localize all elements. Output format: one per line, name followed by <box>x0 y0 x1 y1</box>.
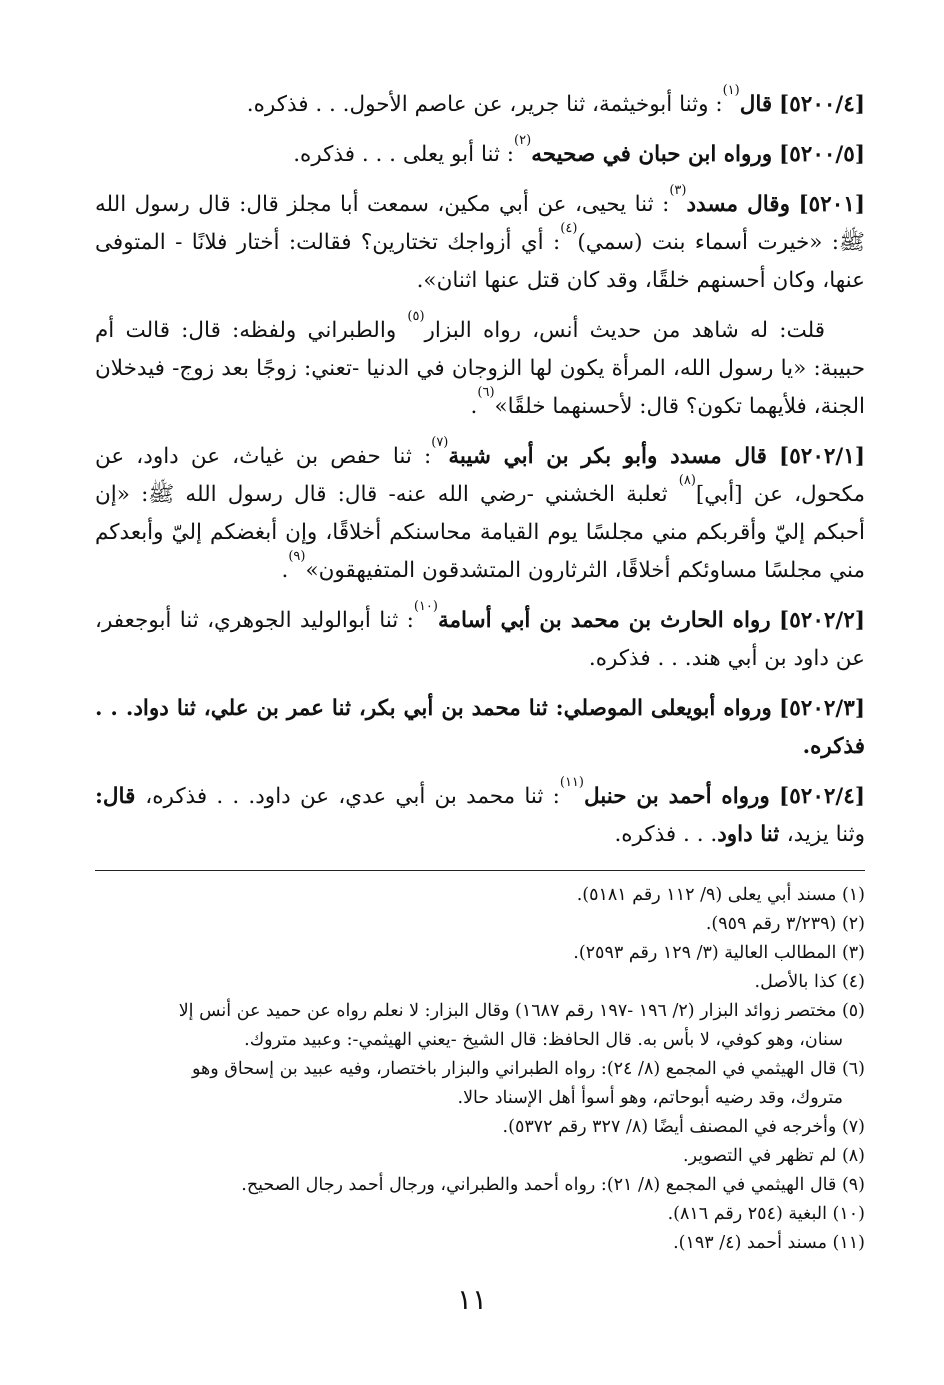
hadith-label: [٥٢٠٢/٤] <box>779 784 866 809</box>
footnote-ref[interactable]: (٨) <box>678 473 696 488</box>
footnote-text: قال الهيثمي في المجمع (٨/ ٢١): رواه أحمد والطبراني، ورجال أحمد رجال الصحيح. <box>241 1175 837 1195</box>
paragraph-5202-3 <box>95 690 865 766</box>
footnote-3 <box>95 939 865 968</box>
footnote-6 <box>95 1055 865 1113</box>
paragraph-5202-1 <box>95 435 866 590</box>
commentary-text-cont: والطبراني ولفظه: قال: قالت أم حبيبة: «يا رسول الله، المرأة يكون لها الزوجان في الدنيا -تعني: زوجًا بعد زوج- فيدخلان الجنة، فلأيهما تكون؟ قال: لأحسنهما خلقًا» <box>95 318 865 419</box>
hadith-label: [٥٢٠٠/٥] <box>779 142 865 167</box>
footnote-number: (٤) <box>841 972 865 992</box>
footnote-text: كذا بالأصل. <box>754 972 837 992</box>
footnote-text: مسند أحمد (٤/ ١٩٣). <box>673 1233 827 1253</box>
paragraph-5202-4 <box>95 775 866 854</box>
hadith-label: [٥٢٠٢/٣] <box>779 696 865 721</box>
paragraph-commentary <box>95 309 865 426</box>
hadith-head: قال مسدد وأبو بكر بن أبي شيبة <box>448 444 767 469</box>
hadith-head-2: قال: <box>95 784 146 809</box>
footnote-number: (٢) <box>841 914 865 934</box>
footnote-2 <box>95 910 865 939</box>
footnote-separator <box>95 870 865 871</box>
footnote-ref[interactable]: (٩) <box>288 549 306 564</box>
hadith-text: : ثنا يحيى، عن أبي مكين، سمعت أبا مجلز قال: قال رسول الله ﷺ: «خيرت أسماء بنت (سمي) <box>95 192 866 255</box>
hadith-head: قال <box>739 92 773 117</box>
footnote-text-cont: سنان، وهو كوفي، لا بأس به. قال الحافظ: قال الشيخ -يعني الهيثمي-: وعبيد متروك. <box>244 1030 843 1050</box>
footnote-text: وأخرجه في المصنف أيضًا (٨/ ٣٢٧ رقم ٥٣٧٢). <box>502 1117 837 1137</box>
footnote-ref[interactable]: (١٠) <box>413 599 438 614</box>
commentary-end: . <box>470 394 478 419</box>
footnote-ref[interactable]: (٦) <box>477 385 495 400</box>
footnote-number: (٥) <box>841 1001 865 1021</box>
footnote-text: مختصر زوائد البزار (٢/ ١٩٦ -١٩٧ رقم ١٦٨٧) وقال البزار: لا نعلم رواه عن حميد عن أنس إلا <box>178 1001 837 1021</box>
footnote-text: (٣/٢٣٩ رقم ٩٥٩). <box>705 914 837 934</box>
hadith-text: : ثنا محمد بن أبي عدي، عن داود. . . فذكره، <box>145 784 560 809</box>
footnote-ref[interactable]: (١١) <box>559 775 584 790</box>
hadith-text: : ثنا أبو يعلى . . . فذكره. <box>293 142 515 167</box>
page-body <box>95 83 866 1258</box>
paragraph-5200-5 <box>95 133 865 174</box>
hadith-head: ورواه أبويعلى الموصلي: ثنا محمد بن أبي بكر، ثنا عمر بن علي، ثنا دواد. . . فذكره. <box>95 696 865 759</box>
footnote-5 <box>95 997 865 1055</box>
footnote-text: قال الهيثمي في المجمع (٨/ ٢٤): رواه الطبراني والبزار باختصار، وفيه عبيد بن إسحاق وهو <box>192 1059 837 1079</box>
paragraph-5201 <box>95 183 866 300</box>
hadith-text: : ثنا أبوالوليد الجوهري، ثنا أبوجعفر، عن داود بن أبي هند. . . فذكره. <box>95 608 865 671</box>
commentary-text: قلت: له شاهد من حديث أنس، رواه البزار <box>424 318 825 343</box>
hadith-text-3: . . . فذكره. <box>614 822 718 847</box>
footnote-ref[interactable]: (١) <box>722 83 740 98</box>
paragraph-5202-2 <box>95 599 865 678</box>
footnote-number: (٨) <box>841 1146 865 1166</box>
footnote-number: (٦) <box>841 1059 865 1079</box>
footnotes <box>95 881 865 1258</box>
hadith-label: [٥٢٠٢/٢] <box>779 608 865 633</box>
hadith-head: وقال مسدد <box>686 192 790 217</box>
hadith-label: [٥٢٠١] <box>798 192 866 217</box>
footnote-text: المطالب العالية (٣/ ١٢٩ رقم ٢٥٩٣). <box>573 943 837 963</box>
footnote-ref[interactable]: (٥) <box>407 309 425 324</box>
footnote-number: (٧) <box>841 1117 865 1137</box>
footnote-ref[interactable]: (٧) <box>431 435 449 450</box>
hadith-text-cont: : أي أزواجك تختارين؟ فقالت: أختار فلانًا - المتوفى عنها، وكان أحسنهم خلقًا، وقد كان قتل عنها اثنان». <box>95 230 865 293</box>
footnote-number: (٩) <box>841 1175 865 1195</box>
footnote-text: مسند أبي يعلى (٩/ ١١٢ رقم ٥١٨١). <box>576 885 837 905</box>
footnote-number: (١٠) <box>832 1204 865 1224</box>
footnote-4 <box>95 968 865 997</box>
footnote-text: لم تظهر في التصوير. <box>683 1146 837 1166</box>
footnote-9 <box>95 1171 865 1200</box>
hadith-head: ورواه ابن حبان في صحيحه <box>531 142 773 167</box>
footnote-10 <box>95 1200 865 1229</box>
hadith-text: : ثنا حفص بن غياث، عن داود، عن مكحول، عن [أبي] <box>95 444 866 507</box>
footnote-number: (١١) <box>832 1233 865 1253</box>
footnote-text: البغية (٢٥٤ رقم ٨١٦). <box>667 1204 827 1224</box>
footnote-1 <box>95 881 865 910</box>
hadith-label: [٥٢٠٢/١] <box>779 444 865 469</box>
hadith-head: رواه الحارث بن محمد بن أبي أسامة <box>437 608 771 633</box>
footnote-ref[interactable]: (٢) <box>514 133 532 148</box>
hadith-text: : وثنا أبوخيثمة، ثنا جرير، عن عاصم الأحول. . . فذكره. <box>246 92 723 117</box>
hadith-text-cont: ثعلبة الخشني -رضي الله عنه- قال: قال رسول الله ﷺ: «إن أحبكم إليّ وأقربكم مني مجلسًا يوم القيامة محاسنكم أخلاقًا، وإن أبغضكم إليّ وأبعدكم مني مجلسًا مساوئكم أخلاقًا، الثرثارون المتشدقون المتفيهقون» <box>95 482 865 583</box>
hadith-head: ورواه أحمد بن حنبل <box>583 784 770 809</box>
page-number: ١١ <box>456 1283 488 1316</box>
footnote-number: (٣) <box>841 943 865 963</box>
footnote-ref[interactable]: (٤) <box>560 221 578 236</box>
hadith-label: [٥٢٠٠/٤] <box>779 92 865 117</box>
footnote-8 <box>95 1142 865 1171</box>
hadith-head-3: ثنا داود <box>717 822 787 847</box>
footnote-11 <box>95 1229 865 1258</box>
paragraph-5200-4 <box>95 83 865 124</box>
footnote-text-cont: متروك، وقد رضيه أبوحاتم، وهو أسوأ أهل الإسناد حالا. <box>457 1088 843 1108</box>
footnote-7 <box>95 1113 865 1142</box>
hadith-end: . <box>281 558 289 583</box>
hadith-text-2: وثنا يزيد، <box>786 822 865 847</box>
footnote-ref[interactable]: (٣) <box>669 183 687 198</box>
footnote-number: (١) <box>841 885 865 905</box>
